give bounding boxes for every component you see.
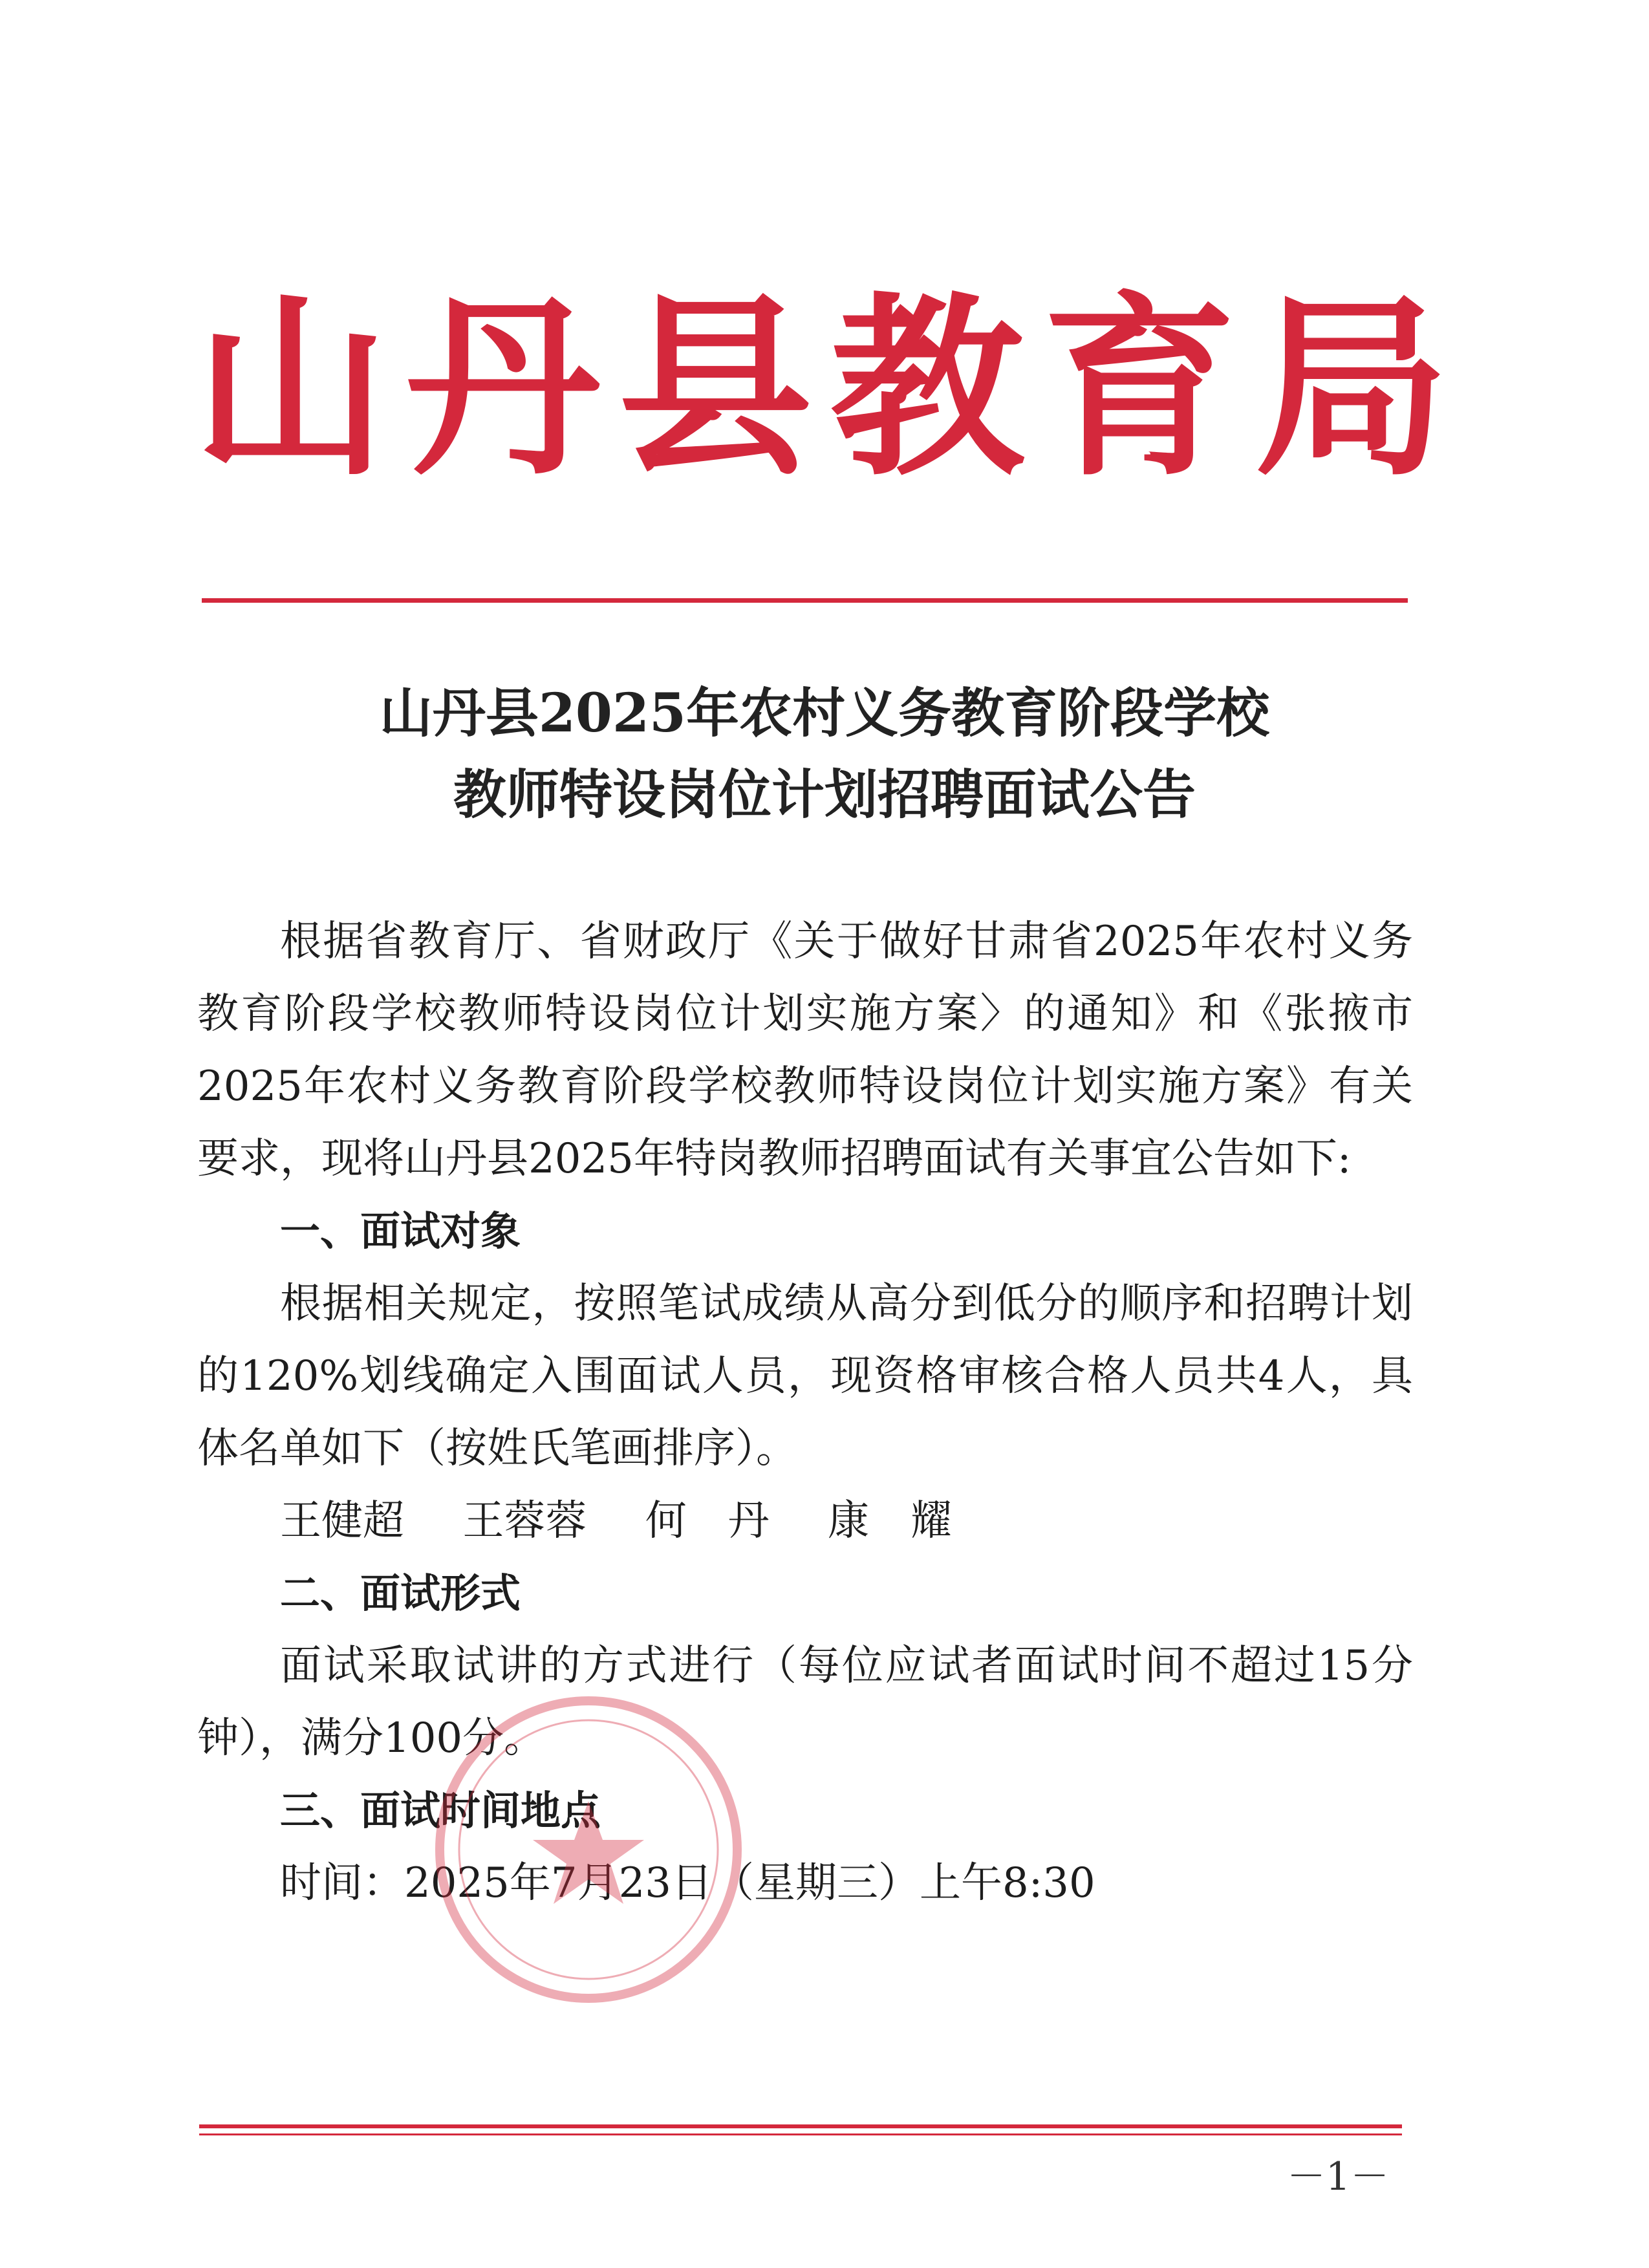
organization-header: 山丹县教育局	[194, 274, 1467, 502]
page-number: －1－	[1287, 2154, 1390, 2199]
title-line-1: 山丹县2025年农村义务教育阶段学校	[379, 682, 1270, 744]
section-paragraph-3: 时间：2025年7月23日（星期三）上午8:30	[280, 1859, 1095, 1907]
official-seal-stamp	[427, 1688, 750, 2011]
section-paragraph-2: 面试采取试讲的方式进行（每位应试者面试时间不超过15分钟），满分100分。	[197, 1642, 1413, 1762]
section-paragraph-1: 根据相关规定，按照笔试成绩从高分到低分的顺序和招聘计划的120%划线确定入围面试人员，现资格审核合格人员共4人，具体名单如下（按姓氏笔画排序）。	[197, 1280, 1413, 1473]
candidate-name: 何 丹	[645, 1497, 770, 1545]
intro-paragraph: 根据省教育厅、省财政厅《关于做好甘肃省2025年农村义务教育阶段学校教师特设岗位计划实施方案〉的通知》和《张掖市2025年农村义务教育阶段学校教师特设岗位计划实施方案》有关要求，现将山丹县2025年特岗教师招聘面试有关事宜公告如下:	[197, 918, 1413, 1183]
document-body	[197, 905, 1413, 1919]
candidate-name: 王蓉蓉	[462, 1497, 587, 1545]
candidate-names	[197, 1485, 1413, 1557]
footer-divider	[199, 2124, 1402, 2135]
section-heading-2: 二、面试形式	[280, 1570, 521, 1617]
document-title	[194, 673, 1455, 836]
candidate-name: 康 耀	[828, 1497, 953, 1545]
title-line-2: 教师特设岗位计划招聘面试公告	[453, 764, 1196, 826]
header-divider	[202, 598, 1408, 603]
candidate-name: 王健超	[280, 1497, 404, 1545]
section-heading-1: 一、面试对象	[280, 1207, 521, 1255]
section-heading-3: 三、面试时间地点	[280, 1787, 601, 1834]
